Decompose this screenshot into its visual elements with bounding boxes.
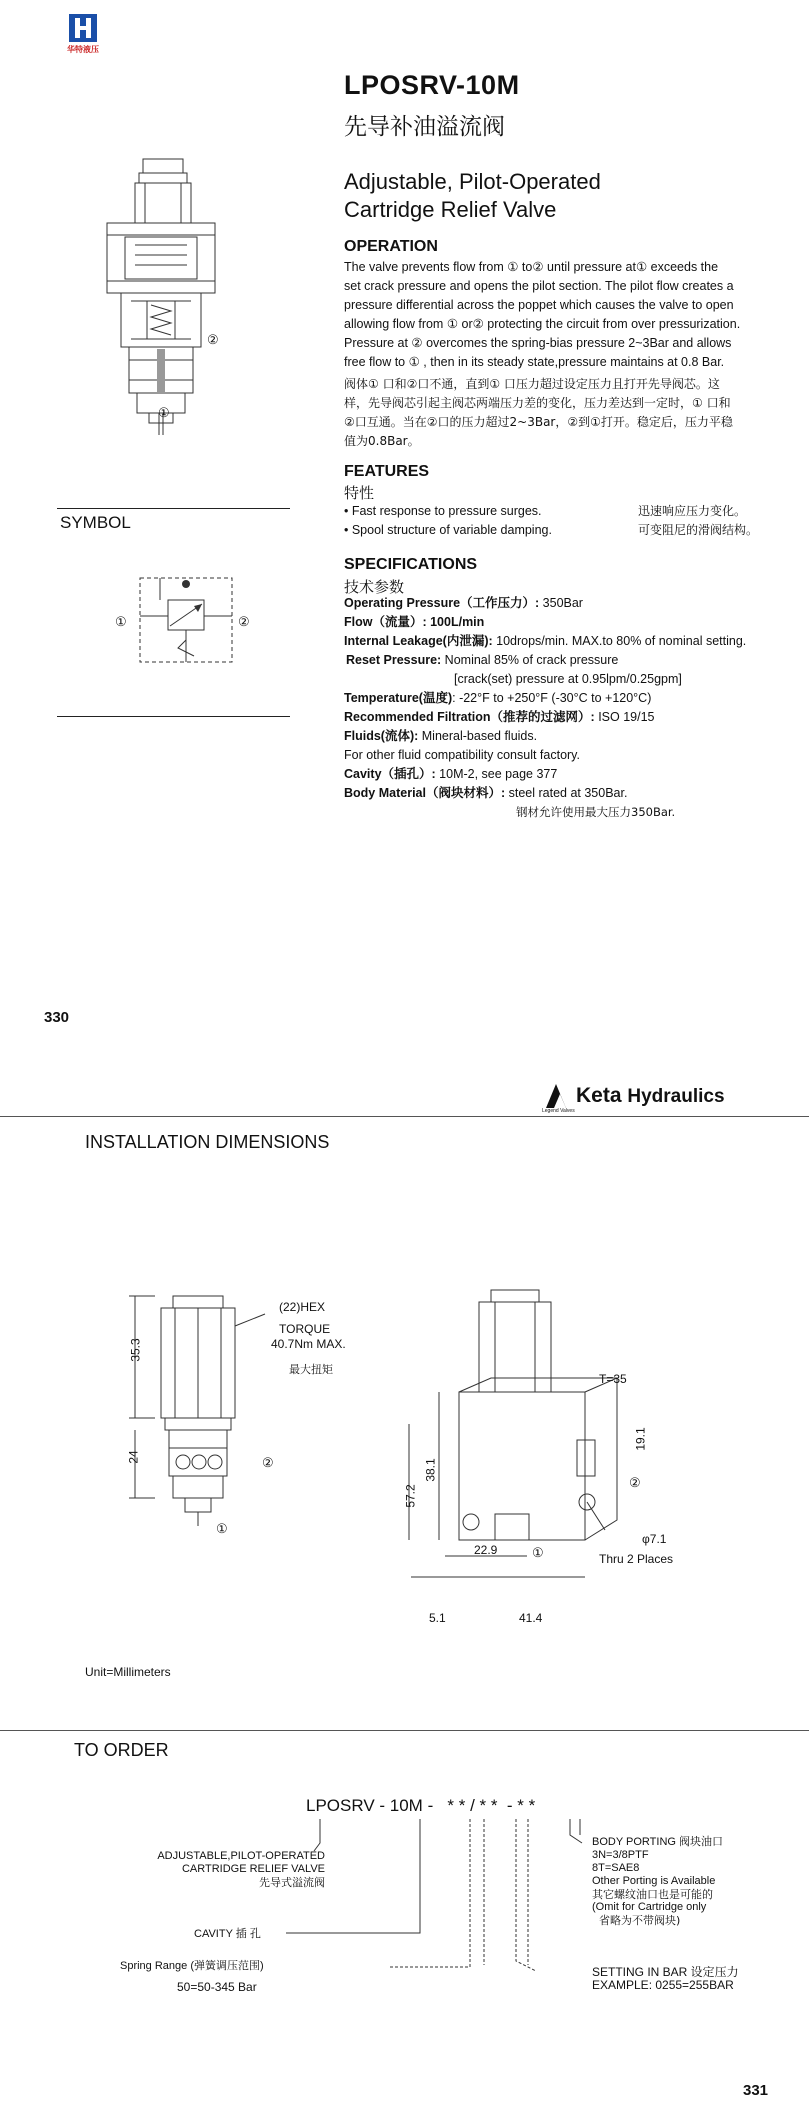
torque-value: 40.7Nm MAX. bbox=[271, 1337, 346, 1351]
spec-operating-pressure bbox=[344, 594, 794, 613]
spec-label: Operating Pressure（工作压力）: bbox=[344, 596, 540, 610]
dim-41-4: 41.4 bbox=[519, 1611, 543, 1625]
specifications-heading-cn: 技术参数 bbox=[344, 578, 405, 596]
order-divider bbox=[0, 1730, 809, 1731]
order-code: LPOSRV - 10M - * * / * * - * * bbox=[306, 1796, 536, 1815]
body-dimension-drawing bbox=[395, 1270, 625, 1620]
dim-24: 24 bbox=[126, 1450, 141, 1464]
spec-label: Body Material（阀块材料）: bbox=[344, 786, 506, 800]
cartridge-port-1-label: ① bbox=[216, 1521, 228, 1536]
dim-5-1: 5.1 bbox=[429, 1611, 446, 1625]
order-setting bbox=[592, 1966, 739, 1992]
symbol-top-rule bbox=[57, 508, 290, 509]
feature-text: • Spool structure of variable damping. bbox=[344, 523, 552, 537]
hole-diameter-label: φ7.1 bbox=[642, 1532, 667, 1546]
porting-line: 3N=3/8PTF bbox=[592, 1849, 649, 1861]
order-description bbox=[115, 1850, 325, 1889]
porting-line: Other Porting is Available bbox=[592, 1875, 716, 1887]
page-number-left: 330 bbox=[44, 1009, 70, 1026]
operation-text-cn bbox=[344, 375, 784, 451]
operation-line: set crack pressure and opens the pilot section. The pilot flow creates a bbox=[344, 279, 734, 293]
page-divider bbox=[0, 1116, 809, 1117]
hydraulic-symbol bbox=[130, 570, 240, 670]
spec-cavity bbox=[344, 765, 794, 784]
spec-value: 10M-2, see page 377 bbox=[435, 767, 558, 781]
order-desc-cn: 先导式溢流阀 bbox=[259, 1876, 325, 1889]
keta-small-text: Legend Valves bbox=[542, 1108, 575, 1114]
spec-label: Internal Leakage(内泄漏): bbox=[344, 634, 493, 648]
dim-57-2: 57.2 bbox=[403, 1484, 418, 1508]
order-leader-lines bbox=[280, 1815, 610, 2015]
spec-body-material bbox=[344, 784, 794, 803]
dim-38-1: 38.1 bbox=[423, 1458, 438, 1482]
spec-label: Flow（流量）: 100L/min bbox=[344, 615, 485, 629]
setting-line: EXAMPLE: 0255=255BAR bbox=[592, 1978, 734, 1992]
dim-19-1: 19.1 bbox=[633, 1427, 648, 1451]
feature-item bbox=[344, 521, 784, 540]
torque-label: TORQUE bbox=[279, 1322, 331, 1336]
feature-text: • Fast response to pressure surges. bbox=[344, 504, 542, 518]
spec-label: Recommended Filtration（推荐的过滤网）: bbox=[344, 710, 595, 724]
spec-value: : -22°F to +250°F (-30°C to +120°C) bbox=[452, 691, 652, 705]
porting-line: 省略为不带阀块) bbox=[592, 1914, 681, 1927]
spec-value: 350Bar bbox=[539, 596, 583, 610]
spec-value: 10drops/min. MAX.to 80% of nominal setting. bbox=[492, 634, 747, 648]
spec-label: Cavity（插孔）: bbox=[344, 767, 436, 781]
spec-reset-pressure-note: [crack(set) pressure at 0.95lpm/0.25gpm] bbox=[454, 672, 682, 686]
brand-logo bbox=[62, 14, 104, 60]
dim-22-9: 22.9 bbox=[474, 1543, 498, 1557]
symbol-bottom-rule bbox=[57, 716, 290, 717]
symbol-port-2-label: ② bbox=[238, 614, 250, 629]
subtitle-line-1: Adjustable, Pilot-Operated bbox=[344, 169, 601, 194]
operation-heading: OPERATION bbox=[344, 238, 438, 255]
spec-leakage bbox=[344, 632, 794, 651]
page-number-right: 331 bbox=[743, 2082, 769, 2099]
spec-label: Reset Pressure: bbox=[346, 653, 442, 667]
porting-line: 8T=SAE8 bbox=[592, 1862, 640, 1874]
order-cavity-label: CAVITY 插 孔 bbox=[194, 1928, 261, 1940]
order-spring-range-label: Spring Range (弹簧调压范围) bbox=[120, 1960, 264, 1972]
operation-line: allowing flow from ① or② protecting the circuit from over pressurization. bbox=[344, 317, 741, 331]
spec-flow bbox=[344, 613, 794, 632]
keta-brand-name bbox=[576, 1084, 725, 1108]
symbol-heading: SYMBOL bbox=[60, 513, 131, 532]
product-title-cn: 先导补油溢流阀 bbox=[344, 114, 505, 140]
torque-label-cn: 最大扭矩 bbox=[289, 1363, 333, 1376]
body-port-1-label: ① bbox=[532, 1545, 544, 1560]
operation-line: free flow to ① , then in its steady state,pressure maintains at 0.8 Bar. bbox=[344, 355, 725, 369]
product-title: LPOSRV-10M bbox=[344, 70, 520, 100]
symbol-port-1-label: ① bbox=[115, 614, 127, 629]
specifications-heading: SPECIFICATIONS bbox=[344, 556, 478, 573]
operation-line: The valve prevents flow from ① to② until pressure at① exceeds the bbox=[344, 260, 719, 274]
specifications-list bbox=[344, 594, 794, 822]
order-spring-range-value: 50=50-345 Bar bbox=[177, 1980, 257, 1994]
brand-suffix: Hydraulics bbox=[627, 1086, 725, 1107]
operation-line: pressure differential across the poppet which causes the valve to open bbox=[344, 298, 734, 312]
spec-label: Fluids(流体): bbox=[344, 729, 419, 743]
valve-cross-section-drawing bbox=[95, 155, 245, 440]
spec-label: Temperature(温度) bbox=[344, 691, 453, 705]
body-port-2-label: ② bbox=[629, 1475, 641, 1490]
operation-cn-line: 值为0.8Bar。 bbox=[344, 434, 420, 448]
spec-value: Nominal 85% of crack pressure bbox=[441, 653, 619, 667]
spec-value: ISO 19/15 bbox=[594, 710, 655, 724]
unit-label: Unit=Millimeters bbox=[85, 1665, 171, 1679]
spec-reset-pressure bbox=[344, 651, 794, 670]
spec-value: steel rated at 350Bar. bbox=[505, 786, 628, 800]
order-desc-line: CARTRIDGE RELIEF VALVE bbox=[181, 1863, 325, 1875]
spec-temperature bbox=[344, 689, 794, 708]
operation-cn-line: 阀体① 口和②口不通，直到① 口压力超过设定压力且打开先导阀芯。这 bbox=[344, 377, 720, 391]
feature-item bbox=[344, 502, 784, 521]
hex-label: (22)HEX bbox=[279, 1300, 326, 1314]
porting-line: BODY PORTING 阀块油口 bbox=[592, 1836, 724, 1848]
operation-text bbox=[344, 258, 784, 372]
setting-line: SETTING IN BAR 设定压力 bbox=[592, 1965, 739, 1979]
brand-name: Keta bbox=[576, 1084, 622, 1107]
dim-35-3: 35.3 bbox=[128, 1338, 143, 1362]
spec-fluids bbox=[344, 727, 794, 746]
drawing-port-2-label: ② bbox=[207, 332, 219, 347]
to-order-heading: TO ORDER bbox=[74, 1740, 169, 1760]
cartridge-port-2-label: ② bbox=[262, 1455, 274, 1470]
order-desc-line: ADJUSTABLE,PILOT-OPERATED bbox=[157, 1850, 325, 1862]
installation-heading: INSTALLATION DIMENSIONS bbox=[85, 1132, 330, 1152]
subtitle-line-2: Cartridge Relief Valve bbox=[344, 197, 557, 222]
operation-line: Pressure at ② overcomes the spring-bias pressure 2~3Bar and allows bbox=[344, 336, 732, 350]
feature-text-cn: 迅速响应压力变化。 bbox=[638, 504, 747, 518]
porting-line: 其它螺纹油口也是可能的 bbox=[592, 1888, 713, 1901]
logo-text: 华特液压 bbox=[67, 45, 99, 54]
features-heading: FEATURES bbox=[344, 463, 430, 480]
spec-body-note-cn: 钢材允许使用最大压力350Bar. bbox=[516, 805, 676, 819]
spec-fluids-note: For other fluid compatibility consult factory. bbox=[344, 748, 580, 762]
features-heading-cn: 特性 bbox=[344, 484, 375, 502]
spec-filtration bbox=[344, 708, 794, 727]
operation-cn-line: ②口互通。当在②口的压力超过2~3Bar，②到①打开。稳定后，压力平稳 bbox=[344, 415, 733, 429]
features-list bbox=[344, 502, 784, 540]
porting-line: (Omit for Cartridge only bbox=[592, 1901, 707, 1913]
drawing-port-1-label: ① bbox=[158, 405, 170, 420]
order-body-porting bbox=[592, 1836, 723, 1927]
product-subtitle bbox=[344, 168, 601, 224]
spec-value: Mineral-based fluids. bbox=[418, 729, 538, 743]
logo-mark-icon bbox=[69, 14, 97, 42]
thru-holes-label: Thru 2 Places bbox=[599, 1552, 674, 1566]
dim-t35: T=35 bbox=[599, 1372, 627, 1386]
operation-cn-line: 样，先导阀芯引起主阀芯两端压力差的变化，压力差达到一定时，① 口和 bbox=[344, 396, 731, 410]
feature-text-cn: 可变阻尼的滑阀结构。 bbox=[638, 523, 759, 537]
